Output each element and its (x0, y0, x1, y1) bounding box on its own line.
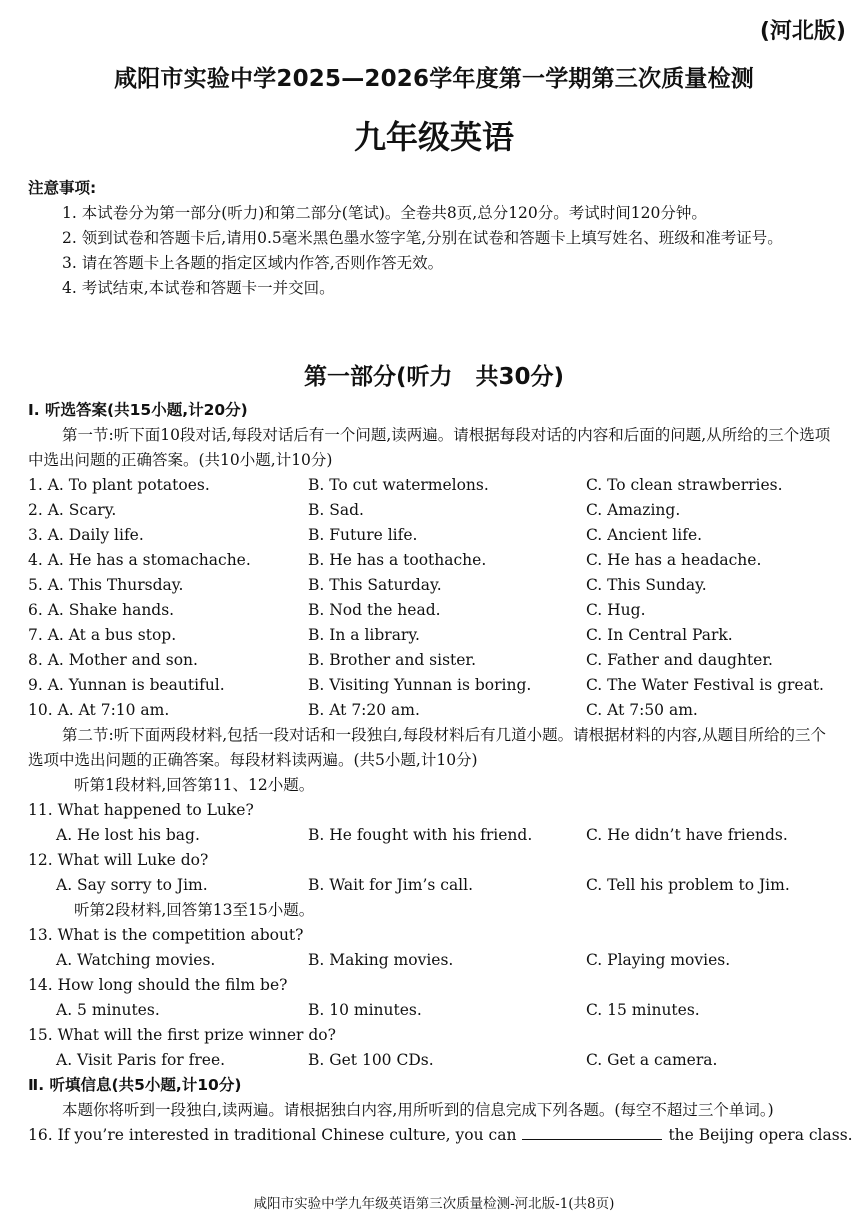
option-c: C. Get a camera. (586, 1051, 718, 1069)
option-b: B. 10 minutes. (308, 1001, 422, 1019)
option-c: C. Playing movies. (586, 951, 731, 969)
option-a: 1. A. To plant potatoes. (28, 476, 210, 494)
subsection2-intro: 第二节:听下面两段材料,包括一段对话和一段独白,每段材料后有几道小题。请根据材料的内容,从题目所给的三个选项中选出问题的正确答案。每段材料读两遍。(共5小题,计10分) (28, 726, 827, 769)
options-row (28, 948, 840, 973)
option-a: A. Visit Paris for free. (56, 1051, 226, 1069)
option-c: C. Hug. (586, 601, 646, 619)
note-item: 4. 考试结束,本试卷和答题卡一并交回。 (62, 279, 335, 297)
option-a: 3. A. Daily life. (28, 526, 144, 544)
section2-intro: 本题你将听到一段独白,读两遍。请根据独白内容,用所听到的信息完成下列各题。(每空不超过三个单词。) (62, 1101, 774, 1119)
option-a: 9. A. Yunnan is beautiful. (28, 676, 225, 694)
question-stem: 11. What happened to Luke? (28, 801, 254, 819)
option-c: C. To clean strawberries. (586, 476, 783, 494)
option-b: B. This Saturday. (308, 576, 442, 594)
option-a: 7. A. At a bus stop. (28, 626, 177, 644)
option-a: 5. A. This Thursday. (28, 576, 184, 594)
exam-subtitle: 九年级英语 (353, 118, 514, 156)
option-b: B. Brother and sister. (308, 651, 477, 669)
options-row (28, 1048, 840, 1073)
question-row (28, 473, 840, 498)
section1-heading: Ⅰ. 听选答案(共15小题,计20分) (28, 401, 248, 419)
option-c: C. This Sunday. (586, 576, 707, 594)
option-a: 6. A. Shake hands. (28, 601, 175, 619)
notes-block (28, 176, 840, 301)
option-b: B. At 7:20 am. (308, 701, 420, 719)
notes-heading: 注意事项: (28, 179, 97, 197)
options-row (28, 823, 840, 848)
option-b: B. Future life. (308, 526, 418, 544)
question-row (28, 648, 840, 673)
question-row (28, 673, 840, 698)
note-item: 3. 请在答题卡上各题的指定区域内作答,否则作答无效。 (62, 254, 444, 272)
option-b: B. He has a toothache. (308, 551, 487, 569)
option-c: C. He has a headache. (586, 551, 762, 569)
option-a: A. Say sorry to Jim. (56, 876, 208, 894)
question-row (28, 623, 840, 648)
options-row (28, 998, 840, 1023)
question-stem: 13. What is the competition about? (28, 926, 304, 944)
option-c: C. In Central Park. (586, 626, 733, 644)
option-c: C. The Water Festival is great. (586, 676, 824, 694)
listening-section (28, 398, 853, 1148)
option-a: A. He lost his bag. (56, 826, 200, 844)
option-b: B. Visiting Yunnan is boring. (308, 676, 532, 694)
option-c: C. Amazing. (586, 501, 681, 519)
option-b: B. Sad. (308, 501, 364, 519)
option-c: C. At 7:50 am. (586, 701, 698, 719)
material1-intro: 听第1段材料,回答第11、12小题。 (74, 776, 315, 794)
option-a: A. Watching movies. (56, 951, 216, 969)
question-row (28, 698, 840, 723)
fill-question-start: 16. If you’re interested in traditional Chinese culture, you can (28, 1126, 517, 1144)
option-b: B. Get 100 CDs. (308, 1051, 434, 1069)
option-c: C. 15 minutes. (586, 1001, 700, 1019)
question-row (28, 523, 840, 548)
edition-label: (河北版) (759, 19, 846, 44)
option-b: B. He fought with his friend. (308, 826, 533, 844)
option-b: B. Wait for Jim’s call. (308, 876, 474, 894)
answer-blank[interactable] (522, 1123, 662, 1140)
section2-heading: Ⅱ. 听填信息(共5小题,计10分) (28, 1076, 242, 1094)
option-c: C. Father and daughter. (586, 651, 773, 669)
material2-intro: 听第2段材料,回答第13至15小题。 (74, 901, 315, 919)
option-a: 10. A. At 7:10 am. (28, 701, 170, 719)
question-row (28, 548, 840, 573)
option-c: C. Tell his problem to Jim. (586, 876, 790, 894)
question-stem: 12. What will Luke do? (28, 851, 209, 869)
note-item: 1. 本试卷分为第一部分(听力)和第二部分(笔试)。全卷共8页,总分120分。考试时间120分钟。 (62, 204, 707, 222)
fill-question (28, 1123, 853, 1148)
option-c: C. Ancient life. (586, 526, 703, 544)
option-b: B. Making movies. (308, 951, 454, 969)
subsection1-intro: 第一节:听下面10段对话,每段对话后有一个问题,读两遍。请根据每段对话的内容和后面的问题,从所给的三个选项中选出问题的正确答案。(共10小题,计10分) (28, 426, 831, 469)
option-a: 2. A. Scary. (28, 501, 117, 519)
option-a: A. 5 minutes. (56, 1001, 160, 1019)
option-a: 8. A. Mother and son. (28, 651, 198, 669)
options-row (28, 873, 840, 898)
option-c: C. He didn’t have friends. (586, 826, 788, 844)
question-stem: 14. How long should the film be? (28, 976, 288, 994)
option-b: B. To cut watermelons. (308, 476, 489, 494)
fill-question-end: the Beijing opera class. (668, 1126, 853, 1144)
note-item: 2. 领到试卷和答题卡后,请用0.5毫米黑色墨水签字笔,分别在试卷和答题卡上填写姓名、班级和准考证号。 (62, 229, 783, 247)
option-b: B. In a library. (308, 626, 420, 644)
question-row (28, 498, 840, 523)
question-stem: 15. What will the first prize winner do? (28, 1026, 336, 1044)
question-row (28, 573, 840, 598)
question-row (28, 598, 840, 623)
exam-title: 咸阳市实验中学2025—2026学年度第一学期第三次质量检测 (113, 66, 755, 92)
option-b: B. Nod the head. (308, 601, 441, 619)
part1-title: 第一部分(听力 共30分) (303, 364, 565, 390)
page-footer: 咸阳市实验中学九年级英语第三次质量检测-河北版-1(共8页) (253, 1196, 615, 1212)
option-a: 4. A. He has a stomachache. (28, 551, 251, 569)
